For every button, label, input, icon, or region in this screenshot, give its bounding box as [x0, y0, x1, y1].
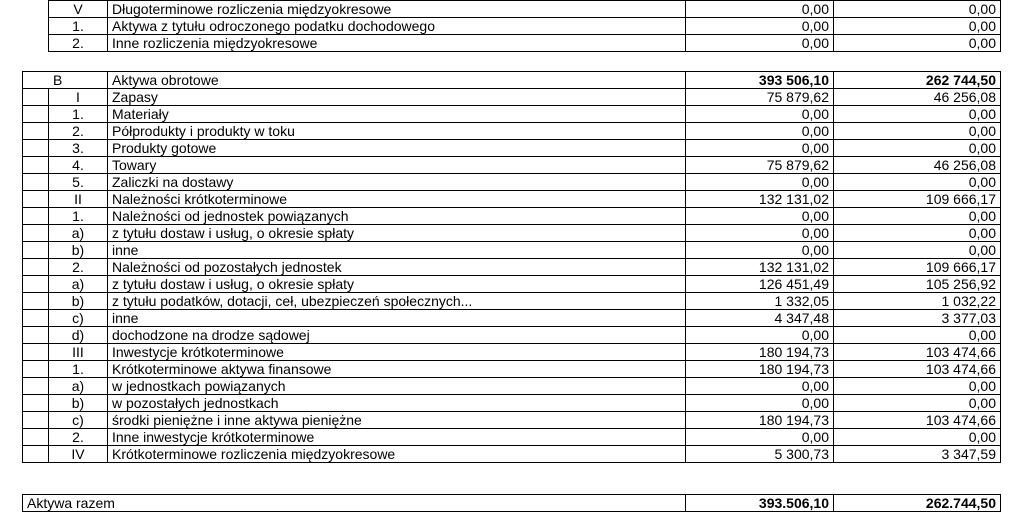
row-value-current: 0,00: [686, 208, 834, 225]
row-indent: [23, 361, 49, 378]
row-indent: [23, 140, 49, 157]
section-label: Aktywa obrotowe: [108, 72, 686, 89]
row-value-previous: 0,00: [834, 208, 1001, 225]
table-row: [23, 327, 1001, 344]
row-label: Należności od pozostałych jednostek: [108, 259, 686, 276]
row-label: Materiały: [108, 106, 686, 123]
row-number: a): [49, 378, 108, 395]
row-indent: [23, 293, 49, 310]
row-label: Półprodukty i produkty w toku: [108, 123, 686, 140]
row-value-previous: 0,00: [834, 1, 1001, 18]
row-indent: [23, 378, 49, 395]
row-indent: [23, 157, 49, 174]
row-value-previous: 3 377,03: [834, 310, 1001, 327]
row-label: Krótkoterminowe rozliczenia międzyokresowe: [108, 446, 686, 463]
row-number: II: [49, 191, 108, 208]
table-row: [23, 361, 1001, 378]
row-value-current: 0,00: [686, 18, 834, 35]
row-value-current: 0,00: [686, 106, 834, 123]
row-number: 3.: [49, 140, 108, 157]
row-number: 4.: [49, 157, 108, 174]
row-label: dochodzone na drodze sądowej: [108, 327, 686, 344]
total-label: Aktywa razem: [23, 495, 686, 512]
row-number: a): [49, 225, 108, 242]
row-value-current: 75 879,62: [686, 89, 834, 106]
table-row: [23, 157, 1001, 174]
row-value-previous: 0,00: [834, 429, 1001, 446]
row-indent: [23, 259, 49, 276]
table-row: [23, 412, 1001, 429]
table-row: [23, 140, 1001, 157]
row-value-previous: 103 474,66: [834, 361, 1001, 378]
row-label: Zaliczki na dostawy: [108, 174, 686, 191]
row-value-previous: 103 474,66: [834, 412, 1001, 429]
row-number: I: [49, 89, 108, 106]
row-indent: [23, 446, 49, 463]
row-label: inne: [108, 242, 686, 259]
table-row: [23, 191, 1001, 208]
row-value-current: 1 332,05: [686, 293, 834, 310]
row-label: środki pieniężne i inne aktywa pieniężne: [108, 412, 686, 429]
row-value-current: 132 131,02: [686, 191, 834, 208]
row-number: 2.: [49, 429, 108, 446]
row-value-previous: 109 666,17: [834, 191, 1001, 208]
row-indent: [23, 89, 49, 106]
row-indent: [23, 412, 49, 429]
table-row: [23, 276, 1001, 293]
row-value-previous: 3 347,59: [834, 446, 1001, 463]
row-value-previous: 0,00: [834, 18, 1001, 35]
row-number: V: [49, 1, 108, 18]
long-term-accruals-table: [48, 0, 1001, 52]
table-row: [23, 446, 1001, 463]
row-value-current: 5 300,73: [686, 446, 834, 463]
row-value-previous: 0,00: [834, 378, 1001, 395]
row-label: Długoterminowe rozliczenia międzyokresowe: [108, 1, 686, 18]
row-label: Należności od jednostek powiązanych: [108, 208, 686, 225]
row-value-previous: 0,00: [834, 225, 1001, 242]
row-label: Produkty gotowe: [108, 140, 686, 157]
row-value-current: 0,00: [686, 174, 834, 191]
row-label: w pozostałych jednostkach: [108, 395, 686, 412]
table-row: [23, 429, 1001, 446]
row-number: 1.: [49, 18, 108, 35]
row-label: w jednostkach powiązanych: [108, 378, 686, 395]
row-label: z tytułu podatków, dotacji, ceł, ubezpieczeń społecznych...: [108, 293, 686, 310]
row-value-current: 0,00: [686, 395, 834, 412]
row-number: b): [49, 395, 108, 412]
row-value-current: 132 131,02: [686, 259, 834, 276]
row-value-previous: 0,00: [834, 395, 1001, 412]
row-value-previous: 0,00: [834, 140, 1001, 157]
row-value-previous: 0,00: [834, 242, 1001, 259]
table-row: [23, 259, 1001, 276]
row-value-previous: 46 256,08: [834, 157, 1001, 174]
row-number: 2.: [49, 259, 108, 276]
row-value-current: 180 194,73: [686, 361, 834, 378]
row-value-current: 75 879,62: [686, 157, 834, 174]
row-value-previous: 105 256,92: [834, 276, 1001, 293]
row-label: Towary: [108, 157, 686, 174]
total-value-current: 393.506,10: [686, 495, 834, 512]
row-indent: [23, 174, 49, 191]
row-number: d): [49, 327, 108, 344]
row-number: 1.: [49, 208, 108, 225]
table-row: [23, 344, 1001, 361]
section-row-b: [23, 72, 1001, 89]
row-indent: [23, 106, 49, 123]
row-indent: [23, 208, 49, 225]
row-label: Inne inwestycje krótkoterminowe: [108, 429, 686, 446]
table-row: [49, 35, 1001, 52]
section-value-current: 393 506,10: [686, 72, 834, 89]
table-row: [23, 123, 1001, 140]
row-value-previous: 0,00: [834, 327, 1001, 344]
row-indent: [23, 429, 49, 446]
table-row: [23, 225, 1001, 242]
row-indent: [23, 123, 49, 140]
total-assets-table: [22, 494, 1001, 512]
row-value-current: 0,00: [686, 35, 834, 52]
row-value-current: 126 451,49: [686, 276, 834, 293]
row-number: 1.: [49, 106, 108, 123]
row-value-current: 180 194,73: [686, 412, 834, 429]
table-row: [23, 378, 1001, 395]
table-row: [23, 242, 1001, 259]
section-value-previous: 262 744,50: [834, 72, 1001, 89]
row-indent: [23, 310, 49, 327]
section-code: B: [23, 72, 108, 89]
row-value-previous: 0,00: [834, 174, 1001, 191]
row-value-current: 0,00: [686, 378, 834, 395]
row-label: z tytułu dostaw i usług, o okresie spłaty: [108, 225, 686, 242]
row-indent: [23, 225, 49, 242]
row-indent: [23, 327, 49, 344]
row-label: Inwestycje krótkoterminowe: [108, 344, 686, 361]
row-number: 1.: [49, 361, 108, 378]
row-value-previous: 103 474,66: [834, 344, 1001, 361]
row-label: Inne rozliczenia międzyokresowe: [108, 35, 686, 52]
row-value-previous: 0,00: [834, 123, 1001, 140]
row-value-previous: 109 666,17: [834, 259, 1001, 276]
table-row: [49, 18, 1001, 35]
row-value-current: 0,00: [686, 225, 834, 242]
table-row: [23, 208, 1001, 225]
row-number: 2.: [49, 123, 108, 140]
row-value-current: 0,00: [686, 327, 834, 344]
row-value-previous: 0,00: [834, 35, 1001, 52]
total-row: [23, 495, 1001, 512]
row-value-current: 0,00: [686, 242, 834, 259]
row-indent: [23, 276, 49, 293]
table-row: [49, 1, 1001, 18]
row-value-current: 0,00: [686, 140, 834, 157]
row-indent: [23, 344, 49, 361]
row-value-current: 0,00: [686, 1, 834, 18]
row-value-current: 180 194,73: [686, 344, 834, 361]
table-row: [23, 395, 1001, 412]
row-value-current: 4 347,48: [686, 310, 834, 327]
row-value-previous: 46 256,08: [834, 89, 1001, 106]
row-number: a): [49, 276, 108, 293]
row-indent: [23, 242, 49, 259]
total-value-previous: 262.744,50: [834, 495, 1001, 512]
table-row: [23, 106, 1001, 123]
row-label: Krótkoterminowe aktywa finansowe: [108, 361, 686, 378]
current-assets-table: [22, 71, 1001, 463]
row-number: c): [49, 310, 108, 327]
row-value-current: 0,00: [686, 123, 834, 140]
row-value-previous: 0,00: [834, 106, 1001, 123]
row-number: b): [49, 242, 108, 259]
row-number: IV: [49, 446, 108, 463]
row-number: b): [49, 293, 108, 310]
table-row: [23, 89, 1001, 106]
row-label: Zapasy: [108, 89, 686, 106]
table-row: [23, 293, 1001, 310]
row-label: Należności krótkoterminowe: [108, 191, 686, 208]
row-indent: [23, 191, 49, 208]
row-number: 2.: [49, 35, 108, 52]
row-label: Aktywa z tytułu odroczonego podatku dochodowego: [108, 18, 686, 35]
row-value-current: 0,00: [686, 429, 834, 446]
row-indent: [23, 395, 49, 412]
row-label: z tytułu dostaw i usług, o okresie spłaty: [108, 276, 686, 293]
row-value-previous: 1 032,22: [834, 293, 1001, 310]
table-row: [23, 174, 1001, 191]
row-label: inne: [108, 310, 686, 327]
table-row: [23, 310, 1001, 327]
row-number: c): [49, 412, 108, 429]
row-number: III: [49, 344, 108, 361]
row-number: 5.: [49, 174, 108, 191]
